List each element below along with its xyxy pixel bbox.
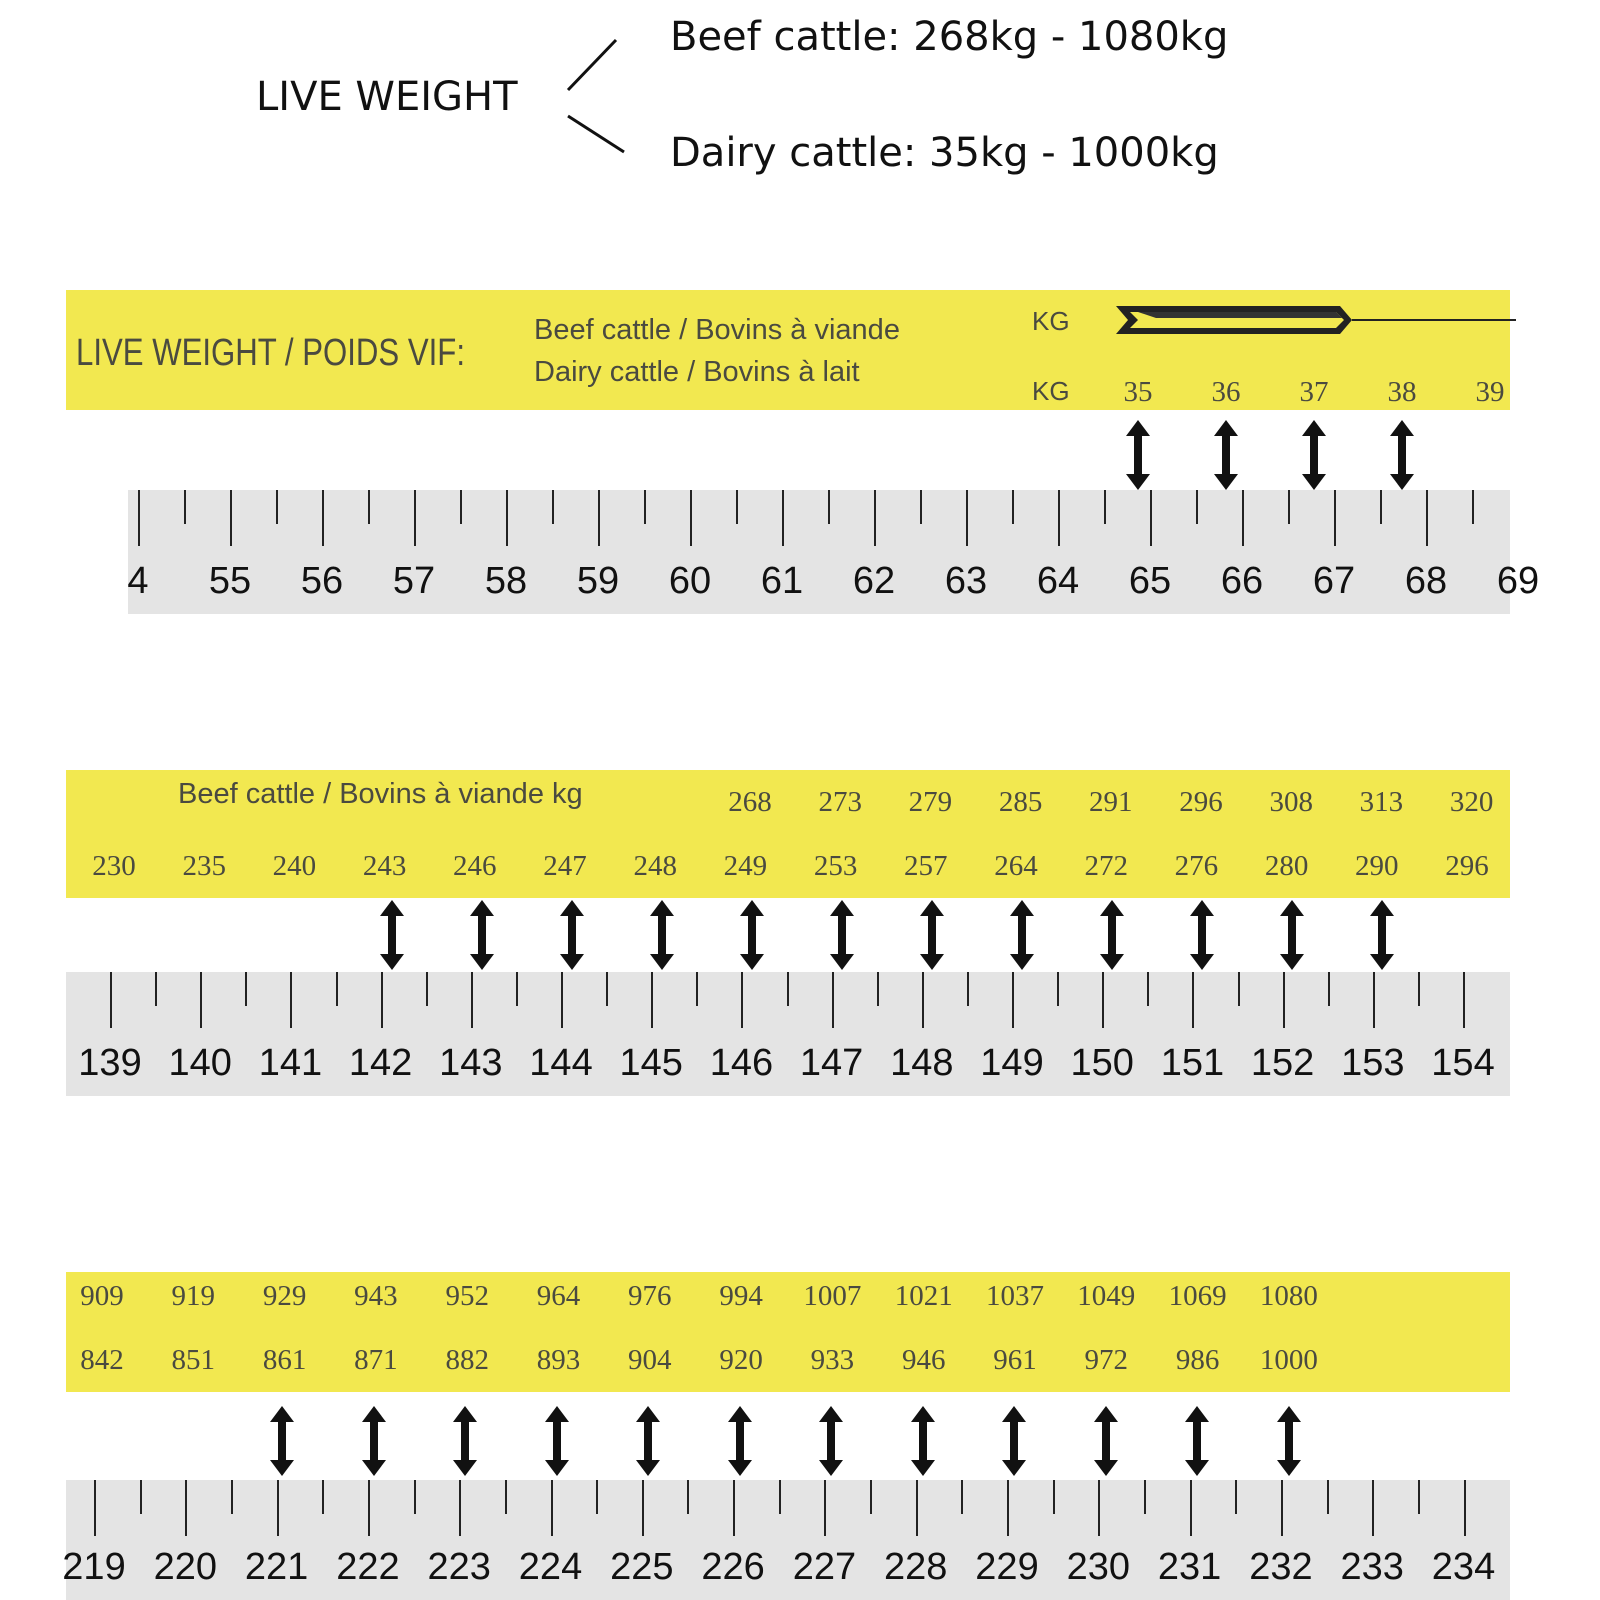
- double-arrow-icon: [1094, 1406, 1118, 1480]
- dairy-value: 264: [994, 850, 1038, 882]
- beef-value: 964: [536, 1280, 581, 1312]
- strip2-yellow-band: [66, 770, 1510, 898]
- tape-number: 64: [1036, 560, 1080, 602]
- tape-number: 149: [980, 1042, 1044, 1084]
- dairy-value: 37: [1299, 376, 1329, 408]
- dairy-value: 248: [633, 850, 677, 882]
- dairy-value: 247: [543, 850, 587, 882]
- tape-tick: [877, 972, 879, 1006]
- beef-value: 313: [1359, 786, 1404, 818]
- beef-value: 909: [80, 1280, 124, 1312]
- dairy-value: 230: [92, 850, 136, 882]
- tape-tick: [642, 1480, 644, 1536]
- tape-tick: [1373, 972, 1375, 1028]
- beef-value: 1037: [986, 1280, 1044, 1312]
- dairy-value: 38: [1387, 376, 1417, 408]
- tape-tick: [782, 490, 784, 546]
- tape-tick: [787, 972, 789, 1006]
- dairy-value: 961: [993, 1344, 1037, 1376]
- tape-tick: [140, 1480, 142, 1514]
- double-arrow-icon: [1277, 1406, 1301, 1480]
- tape-number: 150: [1070, 1042, 1134, 1084]
- tape-tick: [426, 972, 428, 1006]
- beef-value: 1007: [803, 1280, 862, 1312]
- tape-number: 219: [62, 1546, 126, 1588]
- dairy-value: 851: [171, 1344, 216, 1376]
- double-arrow-icon: [728, 1406, 752, 1480]
- beef-value: 268: [728, 786, 772, 818]
- strip3-yellow-band: [66, 1272, 1510, 1392]
- tape-number: 57: [392, 560, 436, 602]
- double-arrow-icon: [270, 1406, 294, 1480]
- tape-tick: [690, 490, 692, 546]
- tape-tick: [94, 1480, 96, 1536]
- beef-value: 296: [1179, 786, 1223, 818]
- tape-tick: [598, 490, 600, 546]
- tape-number: 147: [799, 1042, 864, 1084]
- dairy-value: 280: [1264, 850, 1309, 882]
- beef-value: 285: [998, 786, 1043, 818]
- strip1-beef-label: Beef cattle / Bovins à viande: [534, 314, 900, 346]
- tape-tick: [916, 1480, 918, 1536]
- tape-number: 141: [258, 1042, 323, 1084]
- beef-value: 952: [445, 1280, 489, 1312]
- beef-value: 308: [1269, 786, 1313, 818]
- tape-number: 59: [576, 560, 620, 602]
- tape-tick: [779, 1480, 781, 1514]
- tape-tick: [231, 1480, 233, 1514]
- tape-tick: [200, 972, 202, 1028]
- double-arrow-icon: [1370, 900, 1394, 974]
- beef-value: 279: [908, 786, 953, 818]
- double-arrow-icon: [560, 900, 584, 974]
- tape-number: 144: [529, 1042, 593, 1084]
- tape-number: 228: [883, 1546, 948, 1588]
- tape-tick: [1281, 1480, 1283, 1536]
- tape-tick: [870, 1480, 872, 1514]
- double-arrow-icon: [911, 1406, 935, 1480]
- tape-number: 232: [1249, 1546, 1313, 1588]
- tape-tick: [276, 490, 278, 524]
- bracket-lines: [560, 36, 640, 166]
- tape-number: 221: [244, 1546, 309, 1588]
- tape-number: 151: [1160, 1042, 1225, 1084]
- tape-number: 224: [518, 1546, 583, 1588]
- dairy-value: 972: [1084, 1344, 1129, 1376]
- tape-number: 55: [208, 560, 252, 602]
- double-arrow-icon: [830, 900, 854, 974]
- dairy-value: 272: [1084, 850, 1128, 882]
- tape-number: 152: [1250, 1042, 1315, 1084]
- tape-tick: [1380, 490, 1382, 524]
- tape-tick: [1007, 1480, 1009, 1536]
- beef-value: 943: [354, 1280, 398, 1312]
- tape-tick: [110, 972, 112, 1028]
- tape-number: 145: [619, 1042, 683, 1084]
- dairy-value: 235: [182, 850, 226, 882]
- tape-tick: [1328, 972, 1330, 1006]
- tape-tick: [1098, 1480, 1100, 1536]
- tape-tick: [516, 972, 518, 1006]
- strip2-tape: [66, 972, 1510, 1096]
- dairy-value: 871: [354, 1344, 398, 1376]
- strip1-dairy-label: Dairy cattle / Bovins à lait: [534, 356, 860, 388]
- tape-tick: [733, 1480, 735, 1536]
- tape-tick: [832, 972, 834, 1028]
- tape-tick: [736, 490, 738, 524]
- tape-tick: [1418, 1480, 1420, 1514]
- double-arrow-icon: [470, 900, 494, 974]
- tape-tick: [1418, 972, 1420, 1006]
- tape-tick: [651, 972, 653, 1028]
- double-arrow-icon: [1100, 900, 1124, 974]
- tape-number: 233: [1340, 1546, 1404, 1588]
- double-arrow-icon: [545, 1406, 569, 1480]
- tape-tick: [1196, 490, 1198, 524]
- tape-tick: [368, 1480, 370, 1536]
- dairy-value: 842: [80, 1344, 124, 1376]
- tape-tick: [471, 972, 473, 1028]
- tape-tick: [230, 490, 232, 546]
- dairy-value: 249: [723, 850, 768, 882]
- double-arrow-icon: [819, 1406, 843, 1480]
- tape-number: 56: [300, 560, 344, 602]
- tape-tick: [687, 1480, 689, 1514]
- tape-tick: [1104, 490, 1106, 524]
- tape-number: 62: [852, 560, 896, 602]
- tape-number: 140: [168, 1042, 232, 1084]
- tape-tick: [961, 1480, 963, 1514]
- tape-tick: [1144, 1480, 1146, 1514]
- dairy-value: 39: [1475, 376, 1505, 408]
- tape-tick: [696, 972, 698, 1006]
- tape-number: 223: [427, 1546, 491, 1588]
- dairy-value: 920: [719, 1344, 763, 1376]
- tape-number: 60: [668, 560, 712, 602]
- tape-tick: [184, 490, 186, 524]
- beef-value: 291: [1089, 786, 1133, 818]
- dairy-value: 243: [362, 850, 407, 882]
- tape-tick: [824, 1480, 826, 1536]
- strip1-tape: [127, 490, 1540, 614]
- double-arrow-icon: [453, 1406, 477, 1480]
- double-arrow-icon: [650, 900, 674, 974]
- tape-tick: [1372, 1480, 1374, 1536]
- header-beef-range: Beef cattle: 268kg - 1080kg: [670, 14, 1229, 60]
- tape-tick: [1334, 490, 1336, 546]
- double-arrow-icon: [1010, 900, 1034, 974]
- tape-tick: [1463, 972, 1465, 1028]
- double-arrow-icon: [1302, 420, 1326, 494]
- dairy-value: 904: [628, 1344, 672, 1376]
- tape-number: 69: [1496, 560, 1540, 602]
- dairy-value: 946: [901, 1344, 946, 1376]
- tape-tick: [606, 972, 608, 1006]
- dairy-value: 882: [445, 1344, 489, 1376]
- double-arrow-icon: [380, 900, 404, 974]
- dairy-value: 36: [1211, 376, 1241, 408]
- tape-tick: [1012, 490, 1014, 524]
- tape-tick: [505, 1480, 507, 1514]
- strip1-kg-top: KG: [1032, 306, 1070, 336]
- beef-value: 976: [628, 1280, 672, 1312]
- double-arrow-icon: [1280, 900, 1304, 974]
- beef-value: 1049: [1077, 1280, 1136, 1312]
- tape-tick: [138, 490, 140, 546]
- tape-number: 229: [975, 1546, 1039, 1588]
- beef-value: 994: [719, 1280, 763, 1312]
- tape-tick: [1150, 490, 1152, 546]
- beef-value: 1069: [1168, 1280, 1227, 1312]
- dairy-value: 240: [272, 850, 317, 882]
- dairy-value: 1000: [1259, 1344, 1318, 1376]
- strip1-title: LIVE WEIGHT / POIDS VIF:: [76, 332, 466, 374]
- tape-tick: [1426, 490, 1428, 546]
- tape-tick: [644, 490, 646, 524]
- tape-tick: [1238, 972, 1240, 1006]
- tape-tick: [552, 490, 554, 524]
- dairy-value: 276: [1174, 850, 1219, 882]
- tape-tick: [967, 972, 969, 1006]
- tape-tick: [1464, 1480, 1466, 1536]
- beef-value: 320: [1449, 786, 1494, 818]
- tape-tick: [1283, 972, 1285, 1028]
- tape-tick: [1057, 972, 1059, 1006]
- tape-tick: [185, 1480, 187, 1536]
- tape-number: 230: [1066, 1546, 1130, 1588]
- tape-tick: [1288, 490, 1290, 524]
- double-arrow-icon: [920, 900, 944, 974]
- beef-value: 273: [818, 786, 862, 818]
- tape-tick: [414, 1480, 416, 1514]
- tape-tick: [245, 972, 247, 1006]
- double-arrow-icon: [636, 1406, 660, 1480]
- dairy-value: 861: [262, 1344, 307, 1376]
- tape-number: 58: [484, 560, 528, 602]
- tape-tick: [1053, 1480, 1055, 1514]
- tape-tick: [322, 1480, 324, 1514]
- tape-tick: [459, 1480, 461, 1536]
- dairy-value: 986: [1175, 1344, 1220, 1376]
- strip1-kg-bottom: KG: [1032, 376, 1070, 406]
- tape-tick: [1147, 972, 1149, 1006]
- double-arrow-icon: [1390, 420, 1414, 494]
- header-dairy-range: Dairy cattle: 35kg - 1000kg: [670, 130, 1219, 176]
- dairy-value: 246: [453, 850, 497, 882]
- tape-number: 148: [890, 1042, 954, 1084]
- beef-value: 1021: [894, 1280, 953, 1312]
- dairy-value: 257: [904, 850, 948, 882]
- tape-tick: [1327, 1480, 1329, 1514]
- tape-number: 139: [78, 1042, 142, 1084]
- tape-tick: [277, 1480, 279, 1536]
- tape-tick: [381, 972, 383, 1028]
- dairy-value: 35: [1123, 376, 1153, 408]
- tape-number: 63: [944, 560, 988, 602]
- tape-number: 153: [1341, 1042, 1405, 1084]
- tape-tick: [506, 490, 508, 546]
- tape-number: 146: [709, 1042, 774, 1084]
- tape-number: 226: [701, 1546, 765, 1588]
- tape-tick: [596, 1480, 598, 1514]
- tape-number: 68: [1404, 560, 1448, 602]
- tape-number: 143: [439, 1042, 503, 1084]
- tape-tick: [1235, 1480, 1237, 1514]
- tape-tick: [1058, 490, 1060, 546]
- tape-number: 4: [127, 560, 149, 602]
- tape-tick: [1242, 490, 1244, 546]
- tape-number: 220: [153, 1546, 217, 1588]
- dairy-value: 933: [810, 1344, 855, 1376]
- tape-number: 231: [1157, 1546, 1222, 1588]
- strip2-beef-label: Beef cattle / Bovins à viande kg: [178, 778, 583, 810]
- double-arrow-icon: [362, 1406, 386, 1480]
- tape-tick: [290, 972, 292, 1028]
- double-arrow-icon: [1002, 1406, 1026, 1480]
- tape-number: 225: [610, 1546, 674, 1588]
- tape-number: 61: [760, 560, 804, 602]
- dairy-value: 253: [813, 850, 858, 882]
- beef-value: 1080: [1259, 1280, 1318, 1312]
- double-arrow-icon: [1214, 420, 1238, 494]
- tape-tick: [561, 972, 563, 1028]
- tape-number: 222: [336, 1546, 400, 1588]
- tape-tick: [920, 490, 922, 524]
- dairy-value: 893: [536, 1344, 581, 1376]
- tape-tick: [828, 490, 830, 524]
- double-arrow-icon: [1126, 420, 1150, 494]
- tape-tick: [368, 490, 370, 524]
- tape-tick: [741, 972, 743, 1028]
- strip3-tape: [62, 1480, 1510, 1600]
- tape-tick: [1012, 972, 1014, 1028]
- tape-tick: [966, 490, 968, 546]
- tape-tick: [1192, 972, 1194, 1028]
- strip1-yellow-band: [66, 290, 1510, 410]
- tape-number: 234: [1431, 1546, 1496, 1588]
- tape-number: 67: [1312, 560, 1356, 602]
- tape-tick: [1190, 1480, 1192, 1536]
- dairy-value: 290: [1355, 850, 1399, 882]
- tape-tick: [874, 490, 876, 546]
- double-arrow-icon: [1190, 900, 1214, 974]
- dairy-value: 296: [1445, 850, 1489, 882]
- tape-tick: [1472, 490, 1474, 524]
- beef-value: 929: [262, 1280, 307, 1312]
- beef-value: 919: [171, 1280, 216, 1312]
- tape-tick: [922, 972, 924, 1028]
- tape-tick: [155, 972, 157, 1006]
- tape-tick: [322, 490, 324, 546]
- double-arrow-icon: [1185, 1406, 1209, 1480]
- tape-tick: [414, 490, 416, 546]
- tape-tick: [336, 972, 338, 1006]
- tape-number: 66: [1220, 560, 1264, 602]
- tape-number: 65: [1128, 560, 1172, 602]
- beef-start-marker: [1116, 300, 1516, 340]
- tape-tick: [551, 1480, 553, 1536]
- tape-number: 227: [792, 1546, 857, 1588]
- tape-number: 154: [1431, 1042, 1495, 1084]
- double-arrow-icon: [740, 900, 764, 974]
- tape-tick: [460, 490, 462, 524]
- tape-number: 142: [348, 1042, 413, 1084]
- header-title: LIVE WEIGHT: [256, 74, 518, 120]
- tape-tick: [1102, 972, 1104, 1028]
